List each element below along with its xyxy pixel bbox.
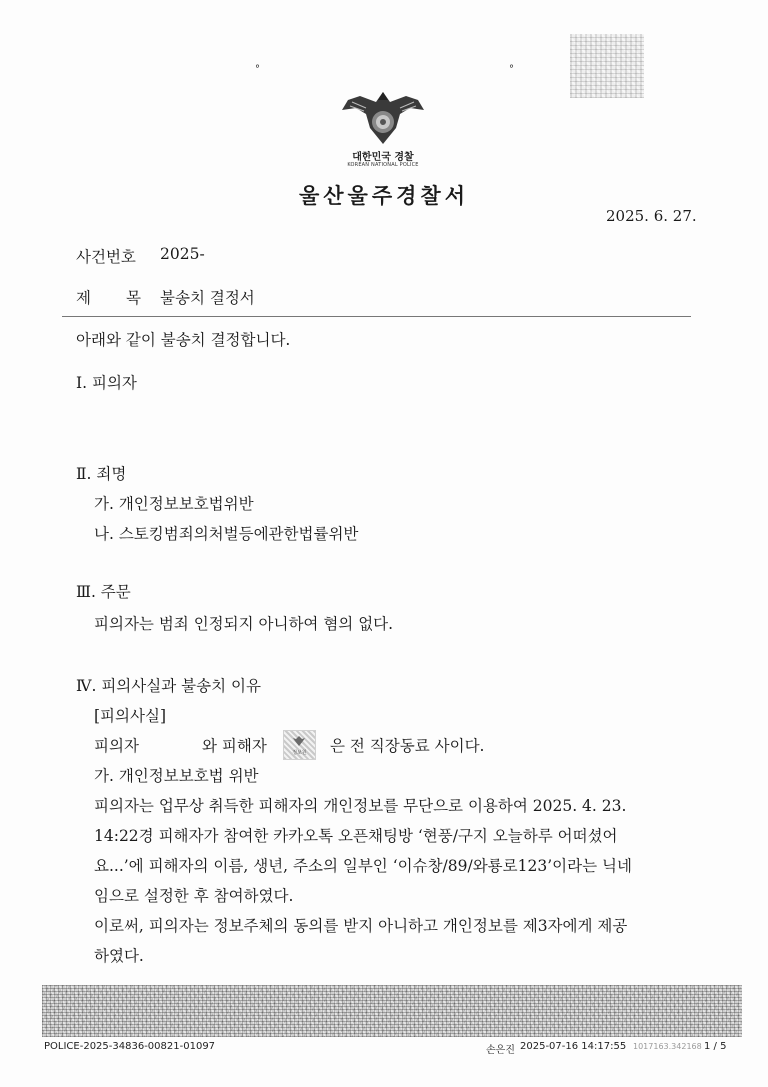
relation-text-suspect: 피의자	[94, 737, 139, 755]
stamp-text: 정보원	[292, 750, 307, 756]
fact-paragraph-1-line-2: 14:22경 피해자가 참여한 카카오톡 오픈채팅방 ‘현풍/구지 오늘하루 어떠셨어	[94, 827, 618, 845]
charge-item-a: 가. 개인정보보호법위반	[94, 495, 254, 513]
facts-subheading: [피의사실]	[94, 707, 166, 725]
section-4-heading: Ⅳ. 피의사실과 불송치 이유	[76, 677, 261, 695]
fact-paragraph-1-line-1: 피의자는 업무상 취득한 피해자의 개인정보를 무단으로 이용하여 2025. 4. 23.	[94, 797, 627, 815]
case-number-label: 사건번호	[76, 248, 136, 266]
fact-paragraph-2-line-2: 하였다.	[94, 947, 144, 965]
footer-timestamp: 2025-07-16 14:17:55	[520, 1041, 627, 1052]
subject-value: 불송치 결정서	[160, 289, 255, 307]
relation-text-victim: 와 피해자	[202, 737, 267, 755]
footer-faint-id: 1017163.342168	[633, 1042, 702, 1051]
redacted-name-block	[283, 730, 316, 760]
fact-item-a-heading: 가. 개인정보보호법 위반	[94, 767, 259, 785]
scan-noise-top-right	[570, 34, 644, 98]
footer-page-number: 1 / 5	[704, 1041, 727, 1052]
footer-viewer-name: 손은진	[486, 1045, 515, 1056]
emblem-subtitle: KOREAN NATIONAL POLICE	[347, 162, 419, 168]
emblem-label: 대한민국 경찰	[352, 152, 414, 163]
stamp-emblem-icon	[292, 735, 306, 747]
footer-document-id: POLICE-2025-34836-00821-01097	[44, 1041, 216, 1052]
section-2-heading: Ⅱ. 죄명	[76, 465, 127, 483]
intro-text: 아래와 같이 불송치 결정합니다.	[76, 331, 291, 349]
police-emblem-icon	[340, 88, 426, 148]
section-1-heading: Ⅰ. 피의자	[76, 374, 137, 392]
section-3-heading: Ⅲ. 주문	[76, 583, 131, 601]
station-title: 울산울주경찰서	[298, 183, 469, 208]
subject-label-part1: 제	[76, 289, 91, 307]
case-number-value: 2025-	[160, 245, 205, 263]
fact-paragraph-2-line-1: 이로써, 피의자는 정보주체의 동의를 받지 아니하고 개인정보를 제3자에게 제공	[94, 917, 628, 935]
header-divider	[62, 316, 691, 317]
charge-item-b: 나. 스토킹범죄의처벌등에관한법률위반	[94, 525, 359, 543]
security-pattern-band	[42, 985, 742, 1037]
registration-dot-left: °	[255, 64, 260, 75]
document-date: 2025. 6. 27.	[606, 207, 697, 225]
registration-dot-right: °	[509, 64, 514, 75]
subject-label-part2: 목	[126, 289, 141, 307]
relation-text-rest: 은 전 직장동료 사이다.	[330, 737, 485, 755]
fact-paragraph-1-line-3: 요...’에 피해자의 이름, 생년, 주소의 일부인 ‘이슈창/89/와룡로123’이라는 닉네	[94, 857, 632, 875]
disposition-text: 피의자는 범죄 인정되지 아니하여 혐의 없다.	[94, 615, 394, 633]
fact-paragraph-1-line-4: 임으로 설정한 후 참여하였다.	[94, 887, 294, 905]
